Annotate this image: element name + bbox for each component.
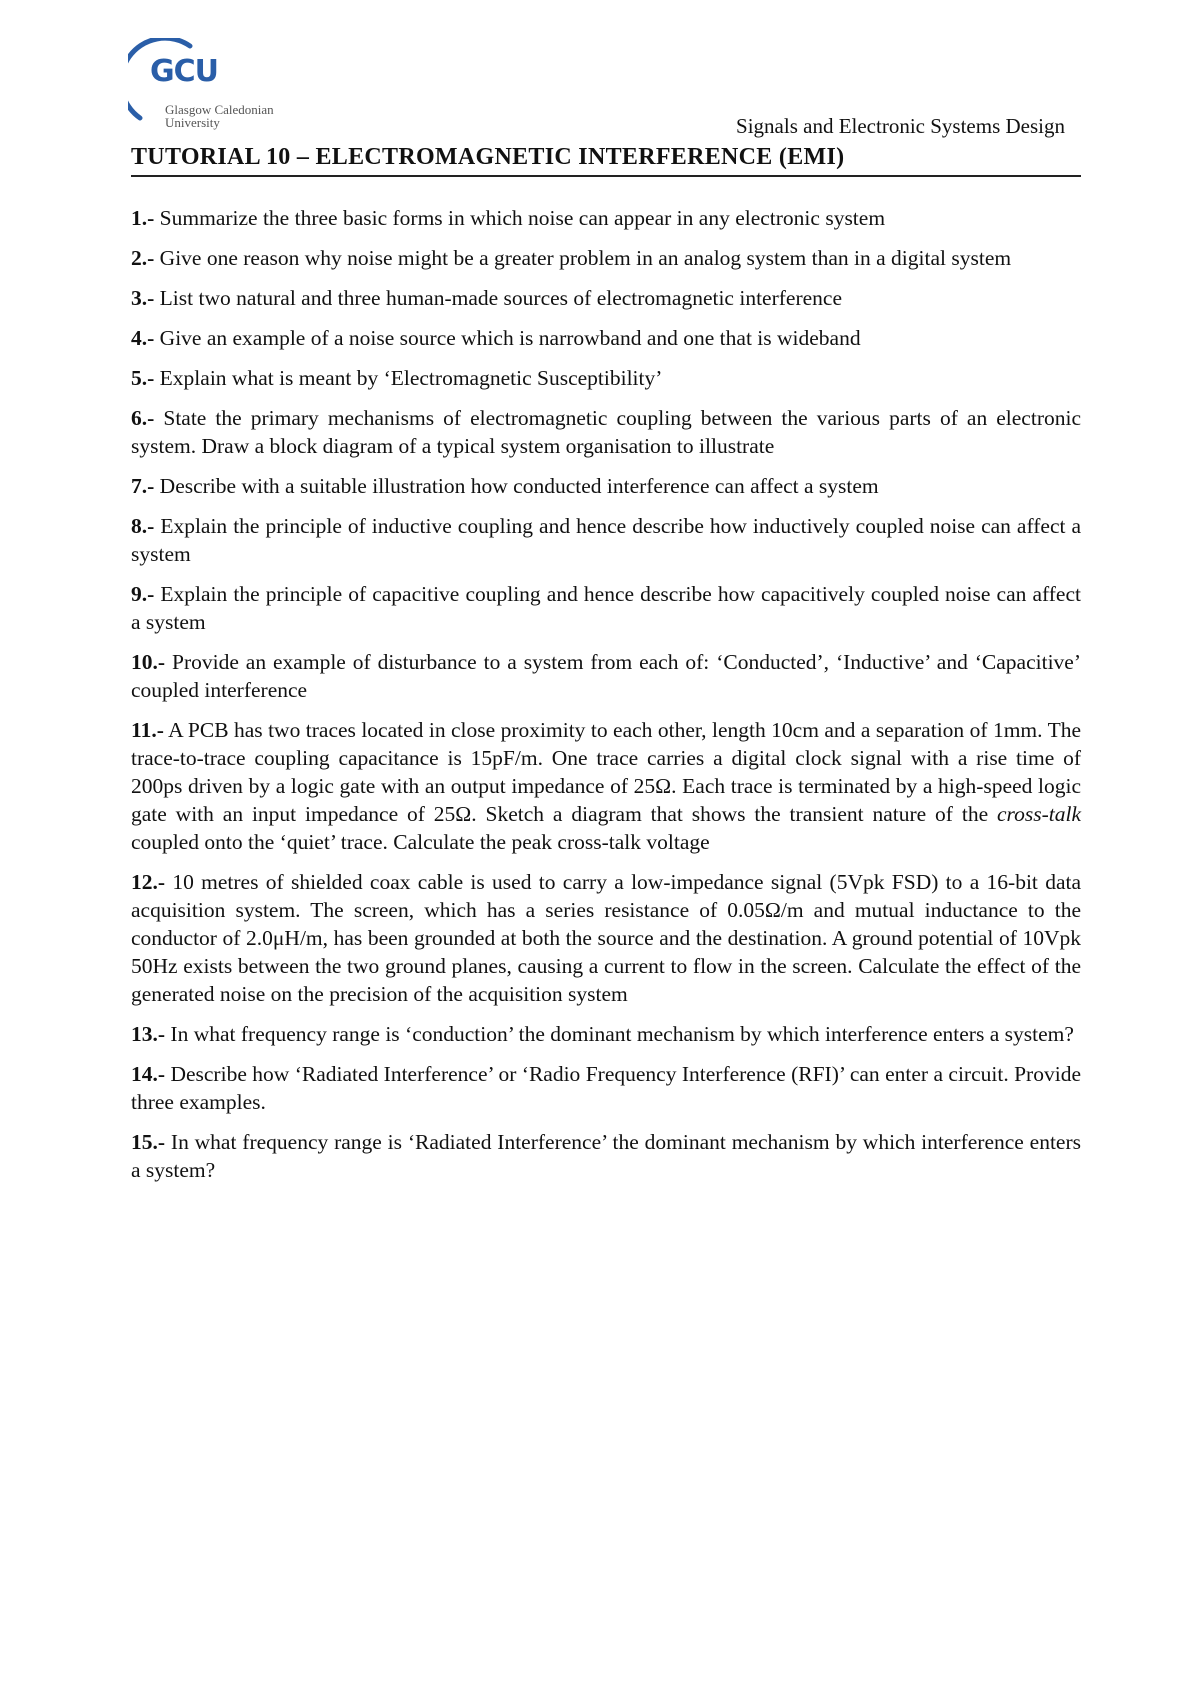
question-8: 8.- Explain the principle of inductive coupling and hence describe how inductively coupled noise can affect a system (131, 514, 1082, 566)
question-5: 5.- Explain what is meant by ‘Electromagnetic Susceptibility’ (131, 366, 663, 390)
cross-talk-term: cross-talk (997, 802, 1081, 826)
university-logo (128, 38, 328, 138)
title-divider (131, 175, 1081, 177)
page-title: TUTORIAL 10 – ELECTROMAGNETIC INTERFERENCE (EMI) (131, 144, 845, 170)
logo-line-2: University (165, 115, 220, 130)
question-12: 12.- 10 metres of shielded coax cable is used to carry a low-impedance signal (5Vpk FSD) to a 16-bit data acquisition system. The screen, which has a series resistance of 0.05Ω/m and mutual inductance to the conductor of 2.0μH/m, has been grounded at both the source and the destination. A ground potential of 10Vpk 50Hz exists between the two ground planes, causing a current to flow in the screen. Calculate the effect of the generated noise on the precision of the acquisition system (131, 870, 1082, 1006)
course-name: Signals and Electronic Systems Design (736, 114, 1065, 138)
question-3: 3.- List two natural and three human-made sources of electromagnetic interference (131, 286, 842, 310)
logo-abbreviation: GCU (150, 54, 219, 89)
logo-university-name (165, 103, 274, 129)
question-6: 6.- State the primary mechanisms of electromagnetic coupling between the various parts of an electronic system. Draw a block diagram of a typical system organisation to illustrate (131, 406, 1082, 458)
logo-line-1: Glasgow Caledonian (165, 102, 274, 117)
question-list (131, 204, 1081, 1196)
question-4: 4.- Give an example of a noise source which is narrowband and one that is wideband (131, 326, 861, 350)
question-10: 10.- Provide an example of disturbance to a system from each of: ‘Conducted’, ‘Inductive’ and ‘Capacitive’ coupled interference (131, 650, 1082, 702)
question-2: 2.- Give one reason why noise might be a greater problem in an analog system than in a digital system (131, 246, 1012, 270)
question-15: 15.- In what frequency range is ‘Radiated Interference’ the dominant mechanism by which interference enters a system? (131, 1130, 1082, 1182)
question-9: 9.- Explain the principle of capacitive coupling and hence describe how capacitively coupled noise can affect a system (131, 582, 1081, 634)
question-13: 13.- In what frequency range is ‘conduction’ the dominant mechanism by which interference enters a system? (131, 1022, 1074, 1046)
question-11: 11.- A PCB has two traces located in close proximity to each other, length 10cm and a separation of 1mm. The trace-to-trace coupling capacitance is 15pF/m. One trace carries a digital clock signal with a rise time of 200ps driven by a logic gate with an output impedance of 25Ω. Each trace is terminated by a high-speed logic gate with an input impedance of 25Ω. Sketch a diagram that shows the transient nature of the cross-talk coupled onto the ‘quiet’ trace. Calculate the peak cross-talk voltage (131, 718, 1081, 854)
question-14: 14.- Describe how ‘Radiated Interference’ or ‘Radio Frequency Interference (RFI)’ can enter a circuit. Provide three examples. (131, 1062, 1081, 1114)
question-7: 7.- Describe with a suitable illustration how conducted interference can affect a system (131, 474, 879, 498)
question-1: 1.- Summarize the three basic forms in which noise can appear in any electronic system (131, 206, 886, 230)
